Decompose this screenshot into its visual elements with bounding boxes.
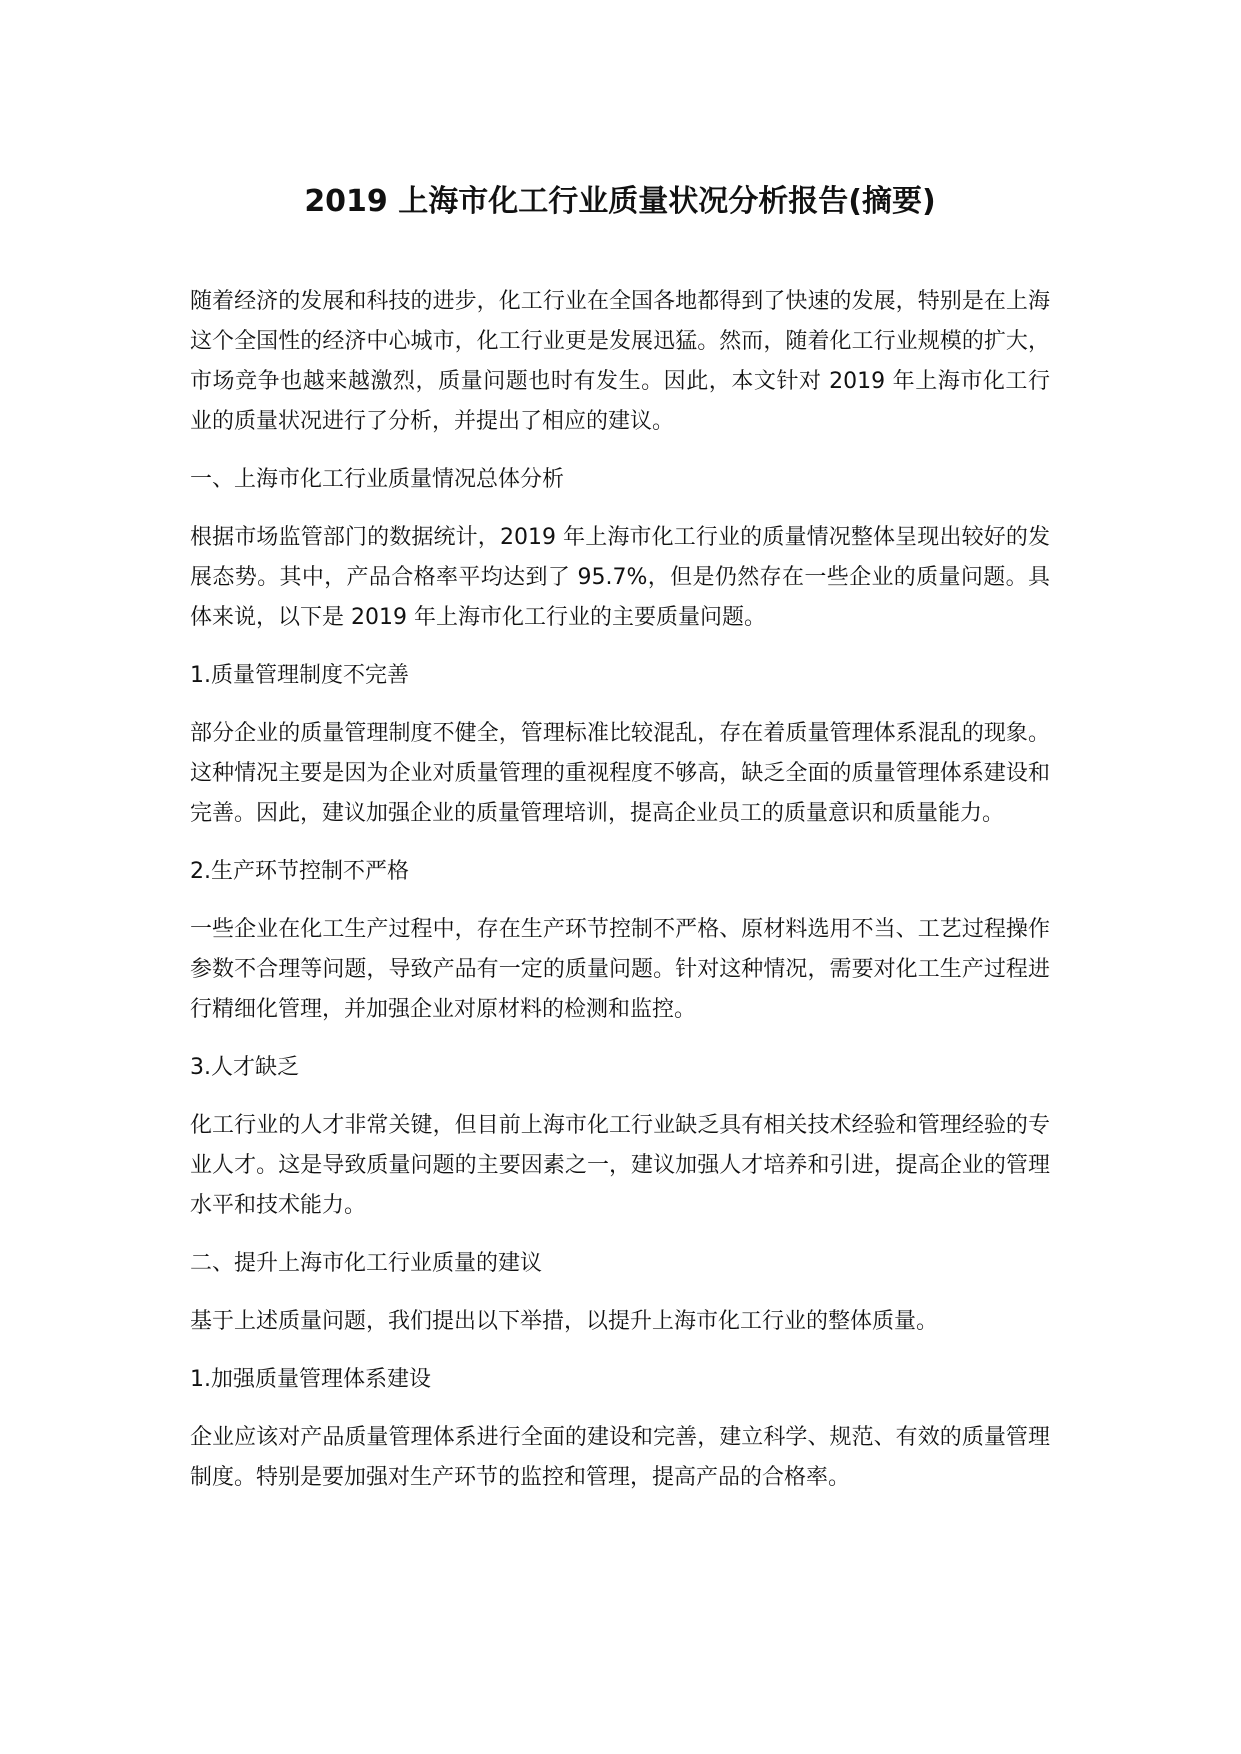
intro-paragraph: 随着经济的发展和科技的进步，化工行业在全国各地都得到了快速的发展，特别是在上海这个全国性的经济中心城市，化工行业更是发展迅猛。然而，随着化工行业规模的扩大，市场竞争也越来越激烈，质量问题也时有发生。因此，本文针对 2019 年上海市化工行业的质量状况进行了分析，并提出了相应的建议。 [190, 289, 1050, 434]
subheading-strengthen-system: 1.加强质量管理体系建设 [190, 1367, 431, 1392]
subheading-quality-system: 1.质量管理制度不完善 [190, 663, 409, 688]
suggestions-intro-paragraph: 基于上述质量问题，我们提出以下举措，以提升上海市化工行业的整体质量。 [190, 1309, 939, 1334]
document-page [190, 180, 1050, 1516]
section-heading-suggestions: 二、提升上海市化工行业质量的建议 [190, 1251, 543, 1276]
overview-paragraph: 根据市场监管部门的数据统计，2019 年上海市化工行业的质量情况整体呈现出较好的发展态势。其中，产品合格率平均达到了 95.7%，但是仍然存在一些企业的质量问题。具体来说，以下是 2019 年上海市化工行业的主要质量问题。 [190, 525, 1050, 630]
production-control-paragraph: 一些企业在化工生产过程中，存在生产环节控制不严格、原材料选用不当、工艺过程操作参数不合理等问题，导致产品有一定的质量问题。针对这种情况，需要对化工生产过程进行精细化管理，并加强企业对原材料的检测和监控。 [190, 917, 1050, 1022]
section-heading-overview: 一、上海市化工行业质量情况总体分析 [190, 467, 565, 492]
talent-paragraph: 化工行业的人才非常关键，但目前上海市化工行业缺乏具有相关技术经验和管理经验的专业人才。这是导致质量问题的主要因素之一，建议加强人才培养和引进，提高企业的管理水平和技术能力。 [190, 1113, 1050, 1218]
subheading-production-control: 2.生产环节控制不严格 [190, 859, 409, 884]
subheading-talent: 3.人才缺乏 [190, 1055, 299, 1080]
document-title: 2019 上海市化工行业质量状况分析报告(摘要) [304, 184, 936, 219]
quality-system-paragraph: 部分企业的质量管理制度不健全，管理标准比较混乱，存在着质量管理体系混乱的现象。这种情况主要是因为企业对质量管理的重视程度不够高，缺乏全面的质量管理体系建设和完善。因此，建议加强企业的质量管理培训，提高企业员工的质量意识和质量能力。 [190, 721, 1050, 826]
strengthen-system-paragraph: 企业应该对产品质量管理体系进行全面的建设和完善，建立科学、规范、有效的质量管理制度。特别是要加强对生产环节的监控和管理，提高产品的合格率。 [190, 1425, 1050, 1490]
